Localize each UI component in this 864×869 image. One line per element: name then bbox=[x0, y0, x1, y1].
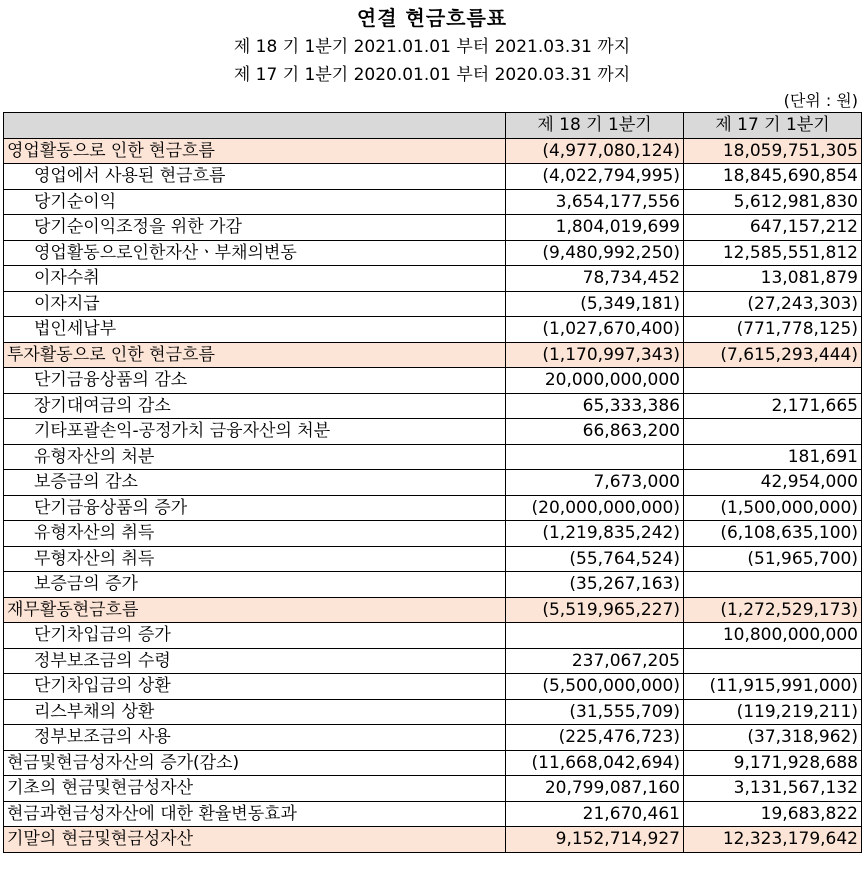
row-value-prior: (27,243,303) bbox=[684, 291, 862, 317]
row-label: 리스부채의 상환 bbox=[4, 699, 506, 725]
row-value-current: (4,022,794,995) bbox=[506, 164, 684, 190]
row-value-current: (31,555,709) bbox=[506, 699, 684, 725]
row-label: 단기차입금의 증가 bbox=[4, 623, 506, 649]
row-value-current: (35,267,163) bbox=[506, 572, 684, 598]
row-value-prior: 42,954,000 bbox=[684, 470, 862, 496]
row-label: 정부보조금의 사용 bbox=[4, 725, 506, 751]
row-value-current: 237,067,205 bbox=[506, 648, 684, 674]
row-value-prior: (1,500,000,000) bbox=[684, 495, 862, 521]
header-current-period: 제 18 기 1분기 bbox=[506, 113, 684, 139]
row-value-prior: 13,081,879 bbox=[684, 266, 862, 292]
row-value-prior bbox=[684, 572, 862, 598]
row-value-current: (1,219,835,242) bbox=[506, 521, 684, 547]
table-row bbox=[4, 342, 862, 368]
row-label: 현금과현금성자산에 대한 환율변동효과 bbox=[4, 801, 506, 827]
row-value-current: (11,668,042,694) bbox=[506, 750, 684, 776]
row-value-prior: (771,778,125) bbox=[684, 317, 862, 343]
table-row bbox=[4, 750, 862, 776]
row-value-prior: 12,323,179,642 bbox=[684, 827, 862, 853]
row-label: 현금및현금성자산의 증가(감소) bbox=[4, 750, 506, 776]
table-row bbox=[4, 699, 862, 725]
row-label: 정부보조금의 수령 bbox=[4, 648, 506, 674]
row-value-current: (5,500,000,000) bbox=[506, 674, 684, 700]
table-row bbox=[4, 648, 862, 674]
row-label: 재무활동현금흐름 bbox=[4, 597, 506, 623]
row-value-prior: 181,691 bbox=[684, 444, 862, 470]
row-label: 유형자산의 처분 bbox=[4, 444, 506, 470]
row-value-prior: 2,171,665 bbox=[684, 393, 862, 419]
table-row bbox=[4, 189, 862, 215]
table-row bbox=[4, 801, 862, 827]
row-label: 기말의 현금및현금성자산 bbox=[4, 827, 506, 853]
table-row bbox=[4, 266, 862, 292]
row-value-prior: 5,612,981,830 bbox=[684, 189, 862, 215]
row-value-current: (20,000,000,000) bbox=[506, 495, 684, 521]
row-label: 보증금의 감소 bbox=[4, 470, 506, 496]
row-label: 영업활동으로 인한 현금흐름 bbox=[4, 138, 506, 164]
table-row bbox=[4, 597, 862, 623]
table-row bbox=[4, 776, 862, 802]
row-value-current: (5,349,181) bbox=[506, 291, 684, 317]
row-label: 투자활동으로 인한 현금흐름 bbox=[4, 342, 506, 368]
table-row bbox=[4, 827, 862, 853]
row-value-current: 66,863,200 bbox=[506, 419, 684, 445]
row-value-prior: 12,585,551,812 bbox=[684, 240, 862, 266]
row-value-prior: (51,965,700) bbox=[684, 546, 862, 572]
row-value-prior: (1,272,529,173) bbox=[684, 597, 862, 623]
row-label: 기초의 현금및현금성자산 bbox=[4, 776, 506, 802]
table-row bbox=[4, 725, 862, 751]
row-value-prior: (7,615,293,444) bbox=[684, 342, 862, 368]
row-value-current: 20,000,000,000 bbox=[506, 368, 684, 394]
row-value-prior: 3,131,567,132 bbox=[684, 776, 862, 802]
row-label: 영업활동으로인한자산ㆍ부채의변동 bbox=[4, 240, 506, 266]
row-label: 무형자산의 취득 bbox=[4, 546, 506, 572]
row-value-current bbox=[506, 623, 684, 649]
table-row bbox=[4, 572, 862, 598]
row-value-current: (5,519,965,227) bbox=[506, 597, 684, 623]
row-value-current: 65,333,386 bbox=[506, 393, 684, 419]
table-row bbox=[4, 546, 862, 572]
row-label: 단기금융상품의 증가 bbox=[4, 495, 506, 521]
header-label-cell bbox=[4, 113, 506, 139]
row-value-prior: (11,915,991,000) bbox=[684, 674, 862, 700]
row-value-prior bbox=[684, 419, 862, 445]
row-value-current: (1,027,670,400) bbox=[506, 317, 684, 343]
row-value-prior: 18,059,751,305 bbox=[684, 138, 862, 164]
table-row bbox=[4, 215, 862, 241]
row-value-prior bbox=[684, 368, 862, 394]
table-row bbox=[4, 317, 862, 343]
row-label: 단기금융상품의 감소 bbox=[4, 368, 506, 394]
table-row bbox=[4, 368, 862, 394]
table-row bbox=[4, 623, 862, 649]
row-value-prior: (37,318,962) bbox=[684, 725, 862, 751]
row-value-current: (4,977,080,124) bbox=[506, 138, 684, 164]
table-row bbox=[4, 138, 862, 164]
row-label: 장기대여금의 감소 bbox=[4, 393, 506, 419]
row-value-current: 20,799,087,160 bbox=[506, 776, 684, 802]
row-label: 보증금의 증가 bbox=[4, 572, 506, 598]
row-label: 영업에서 사용된 현금흐름 bbox=[4, 164, 506, 190]
table-body bbox=[4, 138, 862, 852]
unit-label: (단위 : 원) bbox=[783, 91, 858, 110]
row-label: 단기차입금의 상환 bbox=[4, 674, 506, 700]
table-row bbox=[4, 419, 862, 445]
cash-flow-table bbox=[3, 112, 862, 853]
row-value-prior: (6,108,635,100) bbox=[684, 521, 862, 547]
row-value-prior bbox=[684, 648, 862, 674]
row-value-current: 78,734,452 bbox=[506, 266, 684, 292]
table-row bbox=[4, 393, 862, 419]
table-row bbox=[4, 291, 862, 317]
row-value-prior: (119,219,211) bbox=[684, 699, 862, 725]
row-label: 당기순이익조정을 위한 가감 bbox=[4, 215, 506, 241]
row-label: 법인세납부 bbox=[4, 317, 506, 343]
row-value-current: (55,764,524) bbox=[506, 546, 684, 572]
row-value-current: 3,654,177,556 bbox=[506, 189, 684, 215]
period-prior: 제 17 기 1분기 2020.01.01 부터 2020.03.31 까지 bbox=[233, 65, 631, 85]
row-value-current: 7,673,000 bbox=[506, 470, 684, 496]
header-prior-period: 제 17 기 1분기 bbox=[684, 113, 862, 139]
row-value-prior: 647,157,212 bbox=[684, 215, 862, 241]
row-value-current bbox=[506, 444, 684, 470]
row-label: 기타포괄손익-공정가치 금융자산의 처분 bbox=[4, 419, 506, 445]
table-row bbox=[4, 444, 862, 470]
row-value-prior: 19,683,822 bbox=[684, 801, 862, 827]
row-value-current: 1,804,019,699 bbox=[506, 215, 684, 241]
row-value-prior: 18,845,690,854 bbox=[684, 164, 862, 190]
row-value-current: (9,480,992,250) bbox=[506, 240, 684, 266]
row-value-current: (225,476,723) bbox=[506, 725, 684, 751]
row-value-current: (1,170,997,343) bbox=[506, 342, 684, 368]
row-value-prior: 10,800,000,000 bbox=[684, 623, 862, 649]
row-value-prior: 9,171,928,688 bbox=[684, 750, 862, 776]
row-label: 당기순이익 bbox=[4, 189, 506, 215]
row-value-current: 9,152,714,927 bbox=[506, 827, 684, 853]
table-row bbox=[4, 470, 862, 496]
row-value-current: 21,670,461 bbox=[506, 801, 684, 827]
table-row bbox=[4, 674, 862, 700]
row-label: 이자지급 bbox=[4, 291, 506, 317]
row-label: 유형자산의 취득 bbox=[4, 521, 506, 547]
table-row bbox=[4, 240, 862, 266]
period-current: 제 18 기 1분기 2021.01.01 부터 2021.03.31 까지 bbox=[233, 37, 631, 57]
table-row bbox=[4, 164, 862, 190]
table-row bbox=[4, 495, 862, 521]
table-header-row bbox=[4, 113, 862, 139]
row-label: 이자수취 bbox=[4, 266, 506, 292]
table-row bbox=[4, 521, 862, 547]
statement-title: 연결 현금흐름표 bbox=[356, 6, 508, 30]
